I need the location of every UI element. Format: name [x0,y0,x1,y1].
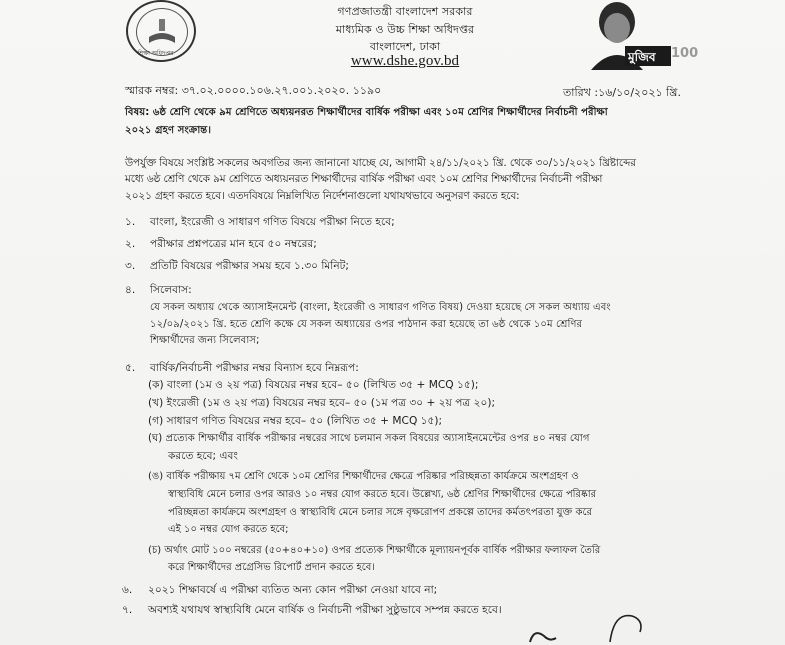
item-2-number: ২. [125,238,136,250]
item-1-number: ১. [125,216,136,228]
gov-title: গণপ্রজাতন্ত্রী বাংলাদেশ সরকার [337,5,473,18]
item-5-heading: বার্ষিক/নির্বাচনী পরীক্ষার নম্বর বিন্যাস হবে নিম্নরূপ: [150,362,359,374]
item-5-number: ৫. [125,362,136,374]
directorate-seal-logo [126,0,196,62]
intro-line-2: মধ্যে ৬ষ্ঠ শ্রেণি থেকে ৯ম শ্রেণিতে অধ্যয়নরত শিক্ষার্থীদের বার্ষিক পরীক্ষা এবং ১০ম শ্রেণির শিক্ষার্থীদের নির্বাচনী পরীক্ষা [125,173,603,185]
item-5-ga: (গ) সাধারণ গণিত বিষয়ের নম্বর হবে– ৫০ (লিখিত ৩৫ + MCQ ১৫); [148,415,443,427]
item-6-number: ৬. [122,584,133,596]
item-2-text: পরীক্ষার প্রশ্নপত্রের মান হবে ৫০ নম্বরের; [150,238,317,250]
item-3-text: প্রতিটি বিষয়ের পরীক্ষার সময় হবে ১.৩০ মিনিট; [150,260,349,272]
intro-line-3: ২০২১ গ্রহণ করতে হবে। এতদবিষয়ে নিম্নলিখিত নির্দেশনাগুলো যথাযথভাবে অনুসরণ করতে হবে: [125,190,520,202]
mujib-badge-year: 100 [671,46,699,61]
item-4-number: ৪. [125,284,136,296]
signature-image [520,606,680,645]
item-5-kha: (খ) ইংরেজী (১ম ও ২য় পত্র) বিষয়ের নম্বর হবে– ৫০ (১ম পত্র ৩০ + ২য় পত্র ২০); [148,397,496,409]
mujib-portrait-badge [585,0,699,70]
item-5-ca-1: (চ) অর্থাৎ মোট ১০০ নম্বরের (৫০+৪০+১০) ওপর প্রত্যেক শিক্ষার্থীকে মূল্যায়নপূর্বক বার্ষিক পরীক্ষার ফলাফল তৈরি [148,545,601,556]
item-4-line-4: শিক্ষার্থীদের জন্য সিলেবাস; [150,335,260,346]
item-5-ka: (ক) বাংলা (১ম ও ২য় পত্র) বিষয়ের নম্বর হবে– ৫০ (লিখিত ৩৫ + MCQ ১৫); [148,379,479,391]
item-5-uma-3: পরিচ্ছন্নতা কার্যক্রমে অংশগ্রহণ ও স্বাস্থ্যবিধি মেনে চলার সঙ্গে বৃক্ষরোপণ প্রকল্পে তাদের কর্মতৎপরতা যুক্ত করে [168,507,592,518]
directorate-title: মাধ্যমিক ও উচ্চ শিক্ষা অধিদপ্তর [335,23,475,36]
subject-text-1: ৬ষ্ঠ শ্রেণি থেকে ৯ম শ্রেণিতে অধ্যয়নরত শিক্ষার্থীদের বার্ষিক পরীক্ষা এবং ১০ম শ্রেণির শিক্ষার্থীদের নির্বাচনী পরীক্ষা [152,107,608,118]
subject-line-2: ২০২১ গ্রহণ সংক্রান্ত। [125,125,211,136]
item-3-number: ৩. [125,260,136,272]
seal-text: শিক্ষা অধিদপ্তর [138,50,174,57]
item-4-line-3: ১২/০৯/২০২১ খ্রি. হতে শ্রেণি কক্ষে যে সকল অধ্যায়ের ওপর পাঠদান করা হয়েছে তা ৬ষ্ঠ থেকে ১০ম শ্রেণির [150,319,583,330]
item-5-uma-4: এই ১০ নম্বর যোগ করতে হবে; [168,524,289,535]
item-5-uma-2: স্বাস্থ্যবিধি মেনে চলার ওপর আরও ১০ নম্বর যোগ করতে হবে। উল্লেখ্য, ৬ষ্ঠ শ্রেণির শিক্ষার্থীদের ক্ষেত্রে পরিষ্কার [168,489,597,500]
memo-number: স্মারক নম্বর: ৩৭.০২.০০০০.১০৬.২৭.০০১.২০২০. ১১৯০ [125,84,382,97]
item-5-uma-1: (ঙ) বার্ষিক পরীক্ষায় ৭ম শ্রেণি থেকে ১০ম শ্রেণির শিক্ষার্থীদের ক্ষেত্রে পরিষ্কার পরিচ্ছন্নতা কার্যক্রমে অংশগ্রহণ ও [148,471,579,482]
item-5-gha-1: (ঘ) প্রত্যেক শিক্ষার্থীর বার্ষিক পরীক্ষার নম্বরের সাথে চলমান সকল বিষয়ের অ্যাসাইনমেন্টের ওপর ৪০ নম্বর যোগ [148,433,590,444]
item-5-gha-2: করতে হবে; এবং [168,450,238,462]
item-7-text: অবশ্যই যথাযথ স্বাস্থ্যবিধি মেনে বার্ষিক ও নির্বাচনী পরীক্ষা সুষ্ঠুভাবে সম্পন্ন করতে হবে। [148,604,502,616]
mujib-badge-text: মুজিব [628,50,656,64]
intro-line-1: উপর্যুক্ত বিষয়ে সংশ্লিষ্ট সকলের অবগতির জন্য জানানো যাচ্ছে যে, আগামী ২৪/১১/২০২১ খ্রি. থেকে ৩০/১১/২০২১ খ্রিষ্টাব্দের [125,157,636,169]
item-7-number: ৭. [122,604,133,616]
location-text: বাংলাদেশ, ঢাকা [369,40,441,53]
item-4-line-2: যে সকল অধ্যায় থেকে অ্যাসাইনমেন্ট (বাংলা, ইংরেজী ও সাধারণ গণিত বিষয়) দেওয়া হয়েছে সে সকল অধ্যায় এবং [150,302,611,313]
website-link[interactable]: www.dshe.gov.bd [350,53,460,69]
item-5-ca-2: করে শিক্ষার্থীদের প্রগ্রেসিভ রিপোর্ট প্রদান করতে হবে। [168,562,375,573]
memo-date: তারিখ :১৬/১০/২০২১ খ্রি. [563,86,681,99]
subject-line-1 [125,106,608,120]
item-4-heading: সিলেবাস: [150,284,192,296]
item-1-text: বাংলা, ইংরেজী ও সাধারণ গণিত বিষয়ে পরীক্ষা নিতে হবে; [150,216,395,228]
subject-label: বিষয়: [125,107,150,118]
item-6-text: ২০২১ শিক্ষাবর্ষে এ পরীক্ষা ব্যতিত অন্য কোন পরীক্ষা নেওয়া যাবে না; [148,584,438,596]
